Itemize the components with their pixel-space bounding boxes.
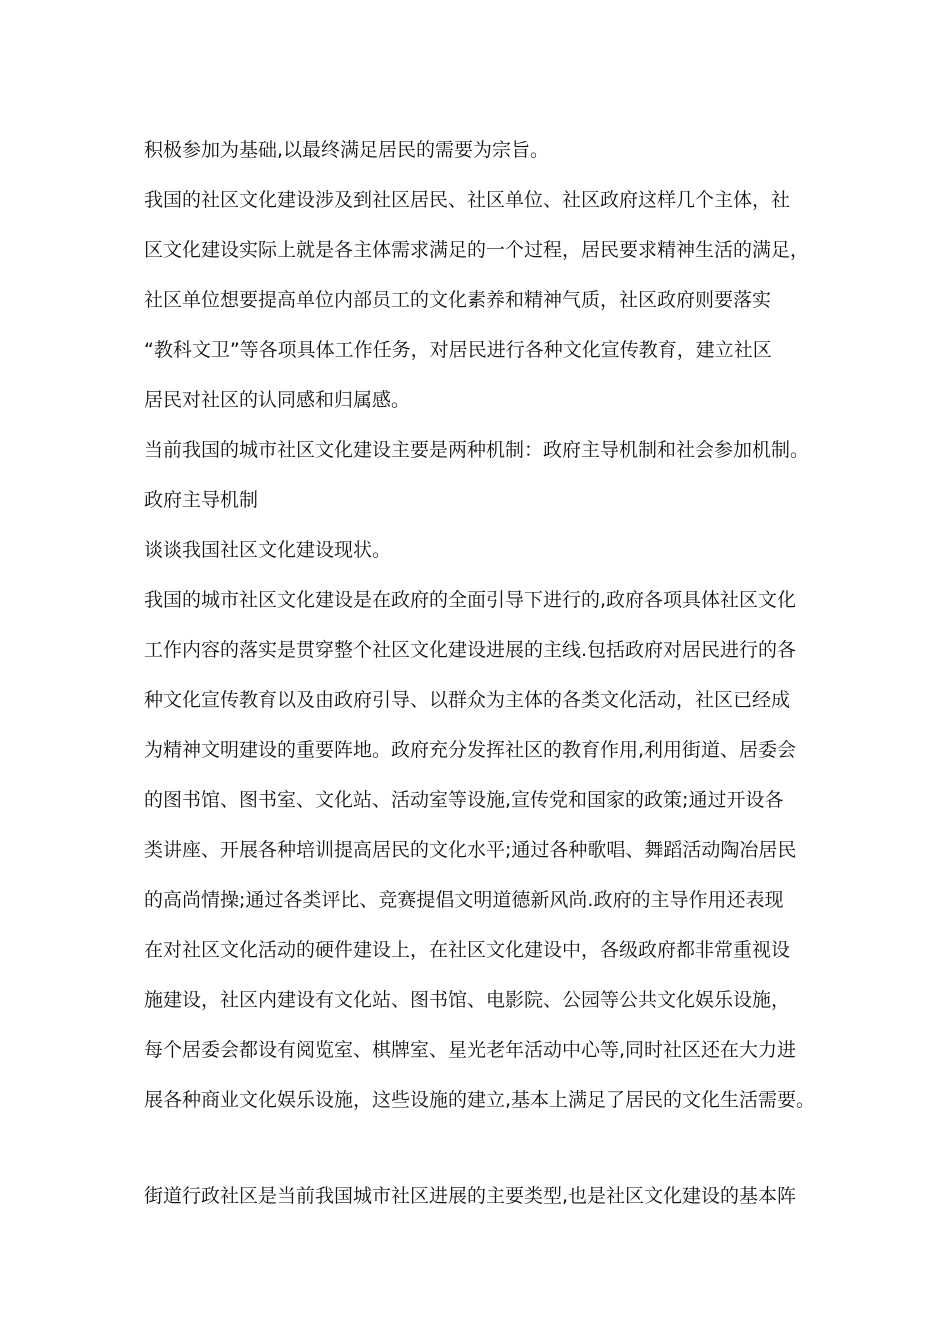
- text-line: 工作内容的落实是贯穿整个社区文化建设进展的主线.包括政府对居民进行的各: [144, 639, 797, 661]
- text-line: 居民对社区的认同感和归属感。: [144, 389, 411, 411]
- text-line: 的图书馆、图书室、文化站、活动室等设施,宣传党和国家的政策;通过开设各: [144, 789, 784, 811]
- text-line: 在对社区文化活动的硬件建设上，在社区文化建设中，各级政府都非常重视设: [144, 939, 791, 961]
- text-line: 积极参加为基础,以最终满足居民的需要为宗旨。: [144, 139, 550, 161]
- text-line: 谈谈我国社区文化建设现状。: [144, 539, 392, 561]
- text-line: 展各种商业文化娱乐设施，这些设施的建立,基本上满足了居民的文化生活需要。: [144, 1089, 816, 1111]
- text-line: 当前我国的城市社区文化建设主要是两种机制：政府主导机制和社会参加机制。: [144, 439, 810, 461]
- section-heading: 政府主导机制: [144, 489, 259, 511]
- text-line: 我国的社区文化建设涉及到社区居民、社区单位、社区政府这样几个主体，社: [144, 189, 791, 211]
- text-line: 我国的城市社区文化建设是在政府的全面引导下进行的,政府各项具体社区文化: [144, 589, 797, 611]
- text-line: 街道行政社区是当前我国城市社区进展的主要类型,也是社区文化建设的基本阵: [144, 1185, 797, 1207]
- text-line: 类讲座、开展各种培训提高居民的文化水平;通过各种歌唱、舞蹈活动陶冶居民: [144, 839, 797, 861]
- text-line: 施建设，社区内建设有文化站、图书馆、电影院、公园等公共文化娱乐设施，: [144, 989, 791, 1011]
- text-line: “教科文卫”等各项具体工作任务，对居民进行各种文化宣传教育，建立社区: [144, 339, 772, 361]
- text-line: 社区单位想要提高单位内部员工的文化素养和精神气质，社区政府则要落实: [144, 289, 772, 311]
- text-line: 种文化宣传教育以及由政府引导、以群众为主体的各类文化活动，社区已经成: [144, 689, 791, 711]
- text-line: 每个居委会都设有阅览室、棋牌室、星光老年活动中心等,同时社区还在大力进: [144, 1039, 797, 1061]
- text-line: 为精神文明建设的重要阵地。政府充分发挥社区的教育作用,利用街道、居委会: [144, 739, 797, 761]
- text-line: 区文化建设实际上就是各主体需求满足的一个过程，居民要求精神生活的满足，: [144, 239, 810, 261]
- text-line: 的高尚情操;通过各类评比、竞赛提倡文明道德新风尚.政府的主导作用还表现: [144, 889, 784, 911]
